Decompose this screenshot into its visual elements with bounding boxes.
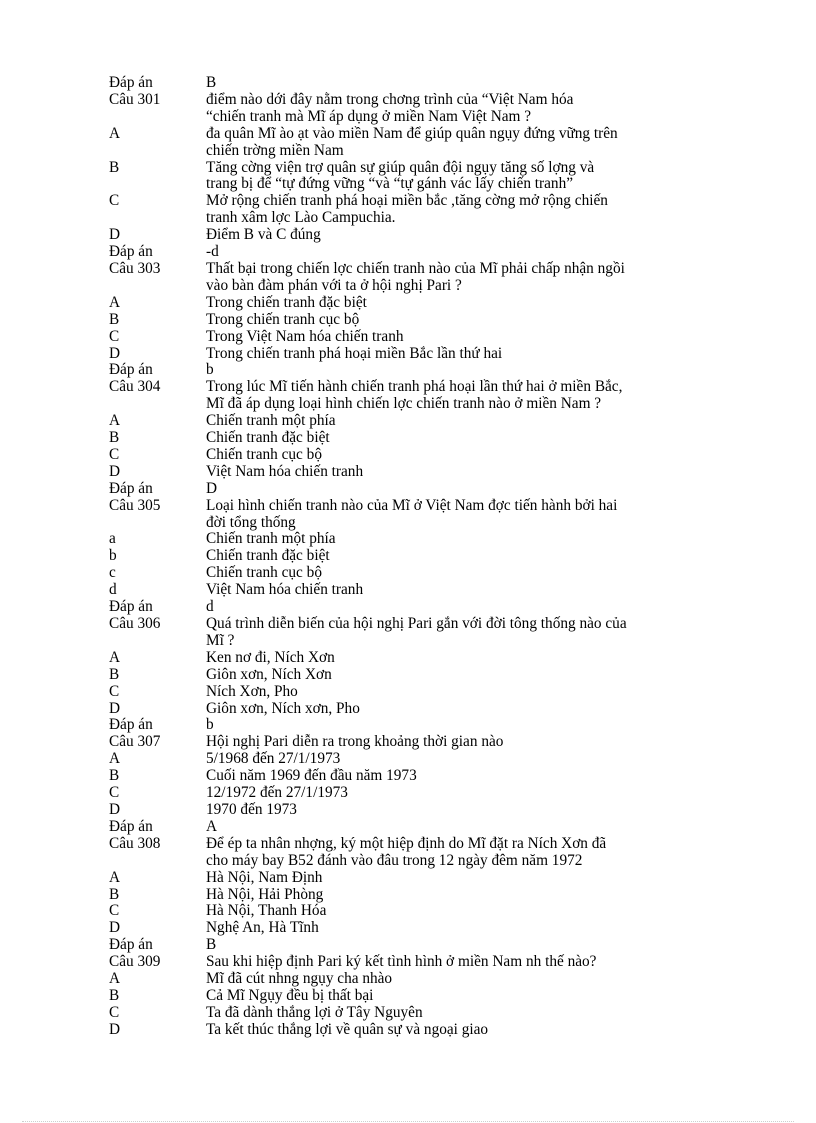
answer-row	[109, 244, 759, 261]
option-row	[109, 920, 759, 937]
option-text: Chiến tranh cục bộ	[206, 445, 322, 463]
option-row	[109, 430, 759, 447]
option-row	[109, 464, 759, 481]
option-text: Nghệ An, Hà Tĩnh	[206, 919, 319, 937]
option-row	[109, 667, 759, 684]
answer-label: Đáp án	[109, 936, 153, 954]
question-row	[109, 734, 759, 751]
option-letter: B	[109, 665, 120, 683]
option-text: Trong chiến tranh phá hoại miền Bắc lần thứ hai	[206, 344, 503, 362]
option-row	[109, 346, 759, 363]
option-text: Điểm B và C đúng	[206, 226, 321, 244]
option-text: Cuối năm 1969 đến đầu năm 1973	[206, 767, 417, 785]
option-letter: A	[109, 648, 121, 666]
option-row	[109, 768, 759, 785]
option-row	[109, 650, 759, 667]
option-text: 1970 đến 1973	[206, 800, 297, 818]
option-letter: B	[109, 310, 120, 328]
option-letter: C	[109, 682, 120, 700]
question-number: Câu 305	[109, 496, 161, 514]
option-row	[109, 548, 759, 565]
answer-value: A	[206, 817, 218, 835]
answer-value: -d	[206, 243, 219, 261]
option-text: Hà Nội, Thanh Hóa	[206, 902, 327, 920]
option-row	[109, 802, 759, 819]
option-letter: C	[109, 445, 120, 463]
answer-row	[109, 75, 759, 92]
question-number: Câu 307	[109, 733, 161, 751]
question-number: Câu 301	[109, 90, 161, 108]
option-letter: C	[109, 327, 120, 345]
option-text: Giôn xơn, Ních Xơn	[206, 665, 332, 683]
option-letter: C	[109, 1003, 120, 1021]
option-letter: D	[109, 919, 121, 937]
question-row	[109, 836, 759, 870]
question-number: Câu 306	[109, 615, 161, 632]
option-row	[109, 227, 759, 244]
footer-dotted-rule	[22, 1121, 794, 1122]
option-letter: A	[109, 412, 121, 430]
option-row	[109, 887, 759, 904]
option-letter: B	[109, 885, 120, 903]
option-row	[109, 312, 759, 329]
option-letter: B	[109, 429, 120, 447]
option-row	[109, 903, 759, 920]
question-row	[109, 261, 759, 295]
question-number: Câu 308	[109, 834, 161, 852]
answer-label: Đáp án	[109, 817, 153, 835]
option-text: Việt Nam hóa chiến tranh	[206, 581, 364, 599]
question-row	[109, 379, 759, 413]
option-row	[109, 160, 759, 194]
option-letter: D	[109, 699, 121, 717]
answer-label: Đáp án	[109, 479, 153, 497]
option-row	[109, 413, 759, 430]
option-text: Tăng cờng viện trợ quân sự giúp quân đội ngụy tăng số lợng và trang bị để “tự đứng vững “và “tự gánh vác lấy chiến tranh”	[206, 158, 595, 193]
option-row	[109, 870, 759, 887]
option-letter: D	[109, 800, 121, 818]
option-text: Chiến tranh một phía	[206, 412, 336, 430]
option-letter: D	[109, 1020, 121, 1038]
option-text: Giôn xơn, Ních xơn, Pho	[206, 699, 360, 717]
option-row	[109, 1005, 759, 1022]
option-row	[109, 329, 759, 346]
question-text: Thất bại trong chiến lợc chiến tranh nào của Mĩ phải chấp nhận ngồi vào bàn đàm phán với ta ở hội nghị Pari ?	[206, 259, 625, 294]
answer-value: B	[206, 936, 217, 954]
option-row	[109, 785, 759, 802]
answer-label: Đáp án	[109, 598, 153, 616]
option-letter: D	[109, 226, 121, 244]
option-text: 12/1972 đến 27/1/1973	[206, 784, 348, 802]
option-letter: A	[109, 970, 121, 988]
option-text: Chiến tranh một phía	[206, 530, 336, 548]
option-letter: d	[109, 581, 117, 599]
answer-label: Đáp án	[109, 74, 153, 91]
option-row	[109, 295, 759, 312]
answer-row	[109, 717, 759, 734]
question-row	[109, 92, 759, 126]
answer-row	[109, 599, 759, 616]
option-text: Việt Nam hóa chiến tranh	[206, 462, 364, 480]
option-text: Ta kết thúc thắng lợi về quân sự và ngoại giao	[206, 1020, 489, 1038]
answer-row	[109, 362, 759, 379]
question-text: Quá trình diễn biến của hội nghị Pari gắn với đời tông thống nào của Mĩ ?	[206, 615, 627, 649]
option-row	[109, 447, 759, 464]
option-text: Ken nơ đi, Ních Xơn	[206, 648, 335, 666]
option-text: Ních Xơn, Pho	[206, 682, 298, 700]
answer-value: b	[206, 716, 214, 734]
option-letter: D	[109, 344, 121, 362]
option-row	[109, 684, 759, 701]
option-row	[109, 988, 759, 1005]
option-text: Ta đã dành thắng lợi ở Tây Nguyên	[206, 1003, 423, 1021]
option-letter: A	[109, 868, 121, 886]
option-letter: b	[109, 547, 117, 565]
question-row	[109, 954, 759, 971]
question-number: Câu 309	[109, 953, 161, 971]
option-text: Mở rộng chiến tranh phá hoại miền bắc ,tăng cờng mở rộng chiến tranh xâm lợc Lào Campuchia.	[206, 192, 608, 227]
question-text: điểm nào dới đây nằm trong chơng trình của “Việt Nam hóa “chiến tranh mà Mĩ áp dụng ở miền Nam Việt Nam ?	[206, 90, 574, 125]
option-text: Chiến tranh đặc biệt	[206, 547, 330, 565]
option-letter: D	[109, 462, 121, 480]
option-text: Cả Mĩ Ngụy đều bị thất bại	[206, 986, 374, 1004]
answer-value: B	[206, 74, 217, 91]
question-number: Câu 303	[109, 259, 161, 277]
answer-label: Đáp án	[109, 716, 153, 734]
question-text: Trong lúc Mĩ tiến hành chiến tranh phá hoại lần thứ hai ở miền Bắc, Mĩ đã áp dụng loại hình chiến lợc chiến tranh nào ở miền Nam ?	[206, 378, 623, 413]
option-row	[109, 582, 759, 599]
option-text: Hà Nội, Hải Phòng	[206, 885, 324, 903]
answer-row	[109, 481, 759, 498]
answer-value: b	[206, 361, 214, 379]
option-text: Mĩ đã cút nhng ngụy cha nhào	[206, 970, 393, 988]
answer-label: Đáp án	[109, 243, 153, 261]
option-letter: A	[109, 293, 121, 311]
option-text: Chiến tranh cục bộ	[206, 564, 322, 582]
question-text: Loại hình chiến tranh nào của Mĩ ở Việt Nam đợc tiến hành bởi hai đời tổng thống	[206, 496, 618, 531]
option-letter: a	[109, 530, 116, 548]
option-text: Hà Nội, Nam Định	[206, 868, 323, 886]
option-letter: C	[109, 902, 120, 920]
question-list	[109, 75, 759, 1039]
question-number: Câu 304	[109, 378, 161, 396]
option-text: 5/1968 đến 27/1/1973	[206, 750, 341, 768]
option-letter: B	[109, 767, 120, 785]
question-text: Sau khi hiệp định Pari ký kết tình hình ở miền Nam nh thế nào?	[206, 953, 597, 971]
question-row	[109, 616, 759, 650]
option-letter: C	[109, 784, 120, 802]
answer-value: D	[206, 479, 218, 497]
option-row	[109, 193, 759, 227]
option-text: Chiến tranh đặc biệt	[206, 429, 330, 447]
answer-row	[109, 819, 759, 836]
question-text: Hội nghị Pari diễn ra trong khoảng thời gian nào	[206, 733, 504, 751]
option-letter: c	[109, 564, 116, 582]
option-text: Trong chiến tranh đặc biệt	[206, 293, 367, 311]
option-row	[109, 1022, 759, 1039]
option-row	[109, 751, 759, 768]
answer-row	[109, 937, 759, 954]
option-letter: B	[109, 986, 120, 1004]
option-letter: A	[109, 124, 121, 142]
option-text: đa quân Mĩ ào ạt vào miền Nam để giúp quân ngụy đứng vững trên chiến trờng miền Nam	[206, 124, 618, 159]
option-row	[109, 701, 759, 718]
option-letter: A	[109, 750, 121, 768]
option-letter: B	[109, 158, 120, 176]
option-row	[109, 565, 759, 582]
option-row	[109, 531, 759, 548]
option-text: Trong Việt Nam hóa chiến tranh	[206, 327, 404, 345]
option-row	[109, 126, 759, 160]
question-text: Để ép ta nhân nhợng, ký một hiệp định do Mĩ đặt ra Ních Xơn đã cho máy bay B52 đánh vào đâu trong 12 ngày đêm năm 1972	[206, 834, 607, 869]
question-row	[109, 498, 759, 532]
option-letter: C	[109, 192, 120, 210]
answer-label: Đáp án	[109, 361, 153, 379]
answer-value: d	[206, 598, 214, 616]
option-text: Trong chiến tranh cục bộ	[206, 310, 360, 328]
option-row	[109, 971, 759, 988]
